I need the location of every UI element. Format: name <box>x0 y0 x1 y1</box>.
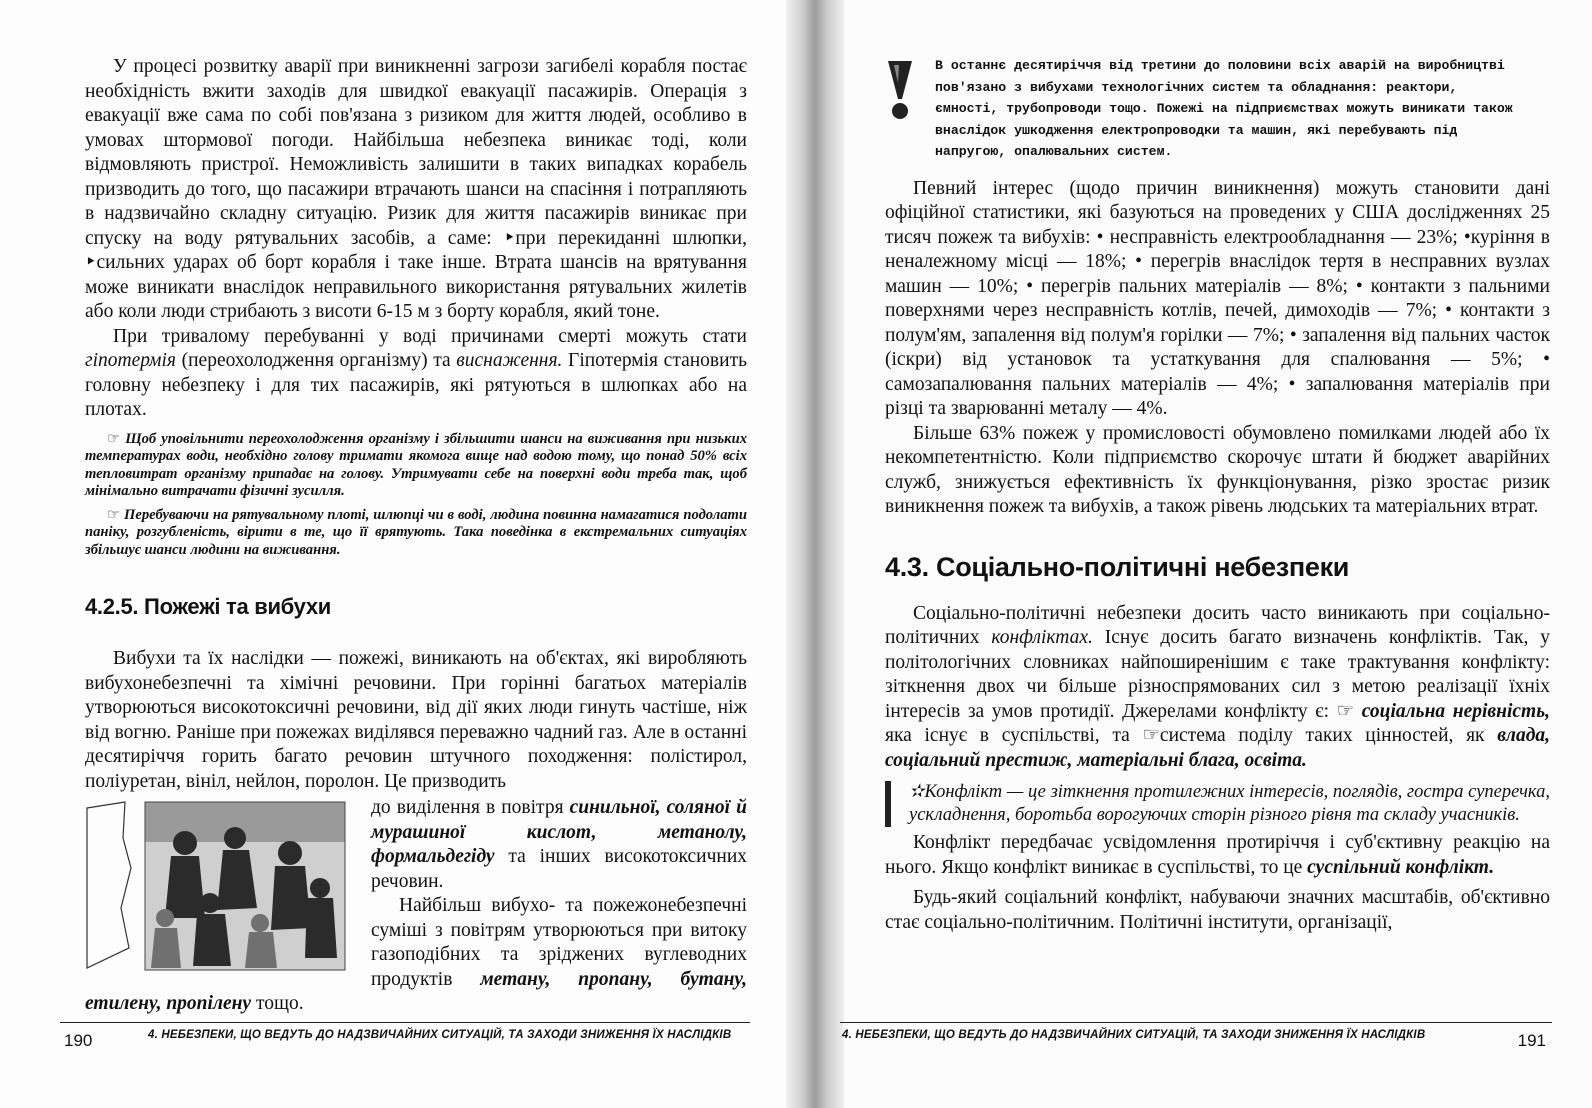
text-run: до виділення в повітря <box>371 797 570 818</box>
text-run: (переохолодження організму) та <box>175 350 457 371</box>
text-run: Існує досить багато визначень конфліктів. Так, у політологічних словниках найпоширенішим є таке трактування конфлікту: зіткнення двох чи більше різноспрямованих сил з метою реалізації їхніх інтересів за умов протидії. Джерелами конфлікту є: ☞ <box>885 627 1550 722</box>
conflict-definition-box <box>885 781 1550 827</box>
text-run: Гіпотермія становить головну небезпеку і для тих пасажирів, які рятуються в шлюпках або на плотах. <box>85 350 747 420</box>
text-run: Найбільш вибухо- та пожежонебезпечні суміші з повітрям утворюються при витоку газоподібних та зріджених вуглеводних продуктів <box>371 895 747 990</box>
right-text-column <box>885 55 1550 935</box>
text-run: При тривалому перебуванні у воді причинами смерті можуть стати <box>113 325 747 347</box>
paragraph-evacuation: У процесі розвитку аварії при виникненні загрози загибелі корабля постає необхідність вжити заходів для швидкої евакуації пасажирів. Операція з евакуації вже сама по собі пов'язана з ризиком для життя людей, особливо в умовах штормової погоди. Найбільша небезпека виникає тоді, коли відмовляють пристрої. Неможливість залишити в таких випадках корабель призводить до того, що пасажири втрачають шанси на спасіння і потрапляють в надзвичайно складну ситуацію. Ризик для життя пасажирів виникає при спуску на воду рятувальних засобів, а саме: ‣при перекиданні шлюпки, ‣сильних ударах об борт корабля і таке інше. Втрата шансів на врятування може виникати внаслідок неправильного використання рятувальних жилетів або коли люди стрибають з висоти 6-15 м з борту корабля, який тоне. <box>85 56 747 322</box>
paragraph-industry-fires: Більше 63% пожеж у промисловості обумовлено помилками людей або їх некомпетентністю. Коли підприємство скорочує штати й бюджет аварійних служб, знижується ефективність їх функціонування, різко зростає ризик виникнення пожеж та вибухів, а також рівень людських та матеріальних втрат. <box>885 422 1550 517</box>
paragraph-conflict-awareness <box>885 831 1550 880</box>
term-hypothermia: гіпотермія <box>85 350 176 371</box>
left-footer <box>60 1022 750 1053</box>
pointing-hand-icon: ☞ <box>107 506 121 523</box>
term-social-conflict: суспільний конфлікт. <box>1307 856 1495 878</box>
conflict-definition: ✫Конфлікт — це зіткнення протилежних інтересів, поглядів, гостра суперечка, ускладнення, боротьба ворогуючих сторін різного рівня та складу учасників. <box>909 782 1550 825</box>
paragraph-any-conflict: Будь-який соціальний конфлікт, набуваючи значних масштабів, об'єктивно стає соціально-політичним. Політичні інститути, організації, <box>885 887 1550 933</box>
warning-note <box>885 55 1550 163</box>
note-text: Щоб уповільнити переохолодження організму і збільшити шанси на виживання при низьких температурах води, необхідно голову тримати якомога вище над водою тому, що понад 50% всіх тепловитрат організму припадає на голову. Утримувати себе на поверхні води треба так, щоб мінімально витрачати фізичні зусилля. <box>85 430 747 499</box>
term-values-list: влада, соціальний престиж, матеріальні блага, освіта. <box>885 725 1550 771</box>
term-hydrocarbons-list: метану, пропану, бутану, етилену, пропілену <box>85 968 747 1014</box>
term-exhaustion: виснаження. <box>456 350 563 371</box>
text-run: та інших високотоксичних речовин. <box>371 846 747 892</box>
paragraph-statistics: Певний інтерес (щодо причин виникнення) можуть становити дані офіційної статистики, які базуються на проведених у США дослідженнях 25 тисяч пожеж та вибухів: • несправність електрообладнання — 23%; •куріння в неналежному місці — 18%; • перегрів внаслідок тертя в несправних вузлах машин — 10%; • перегрів пальних матеріалів — 8%; • контакти з пальними поверхнями через несправність котлів, печей, димоходів — 7%; • контакти з полум'ям, запалення від полум'я горілки — 7%; • запалення від пальних часток (іскри) від установок та устаткування для спалювання — 5%; • самозапалювання пальних матеріалів — 4%; • запалювання матеріалів при різці та зварюванні металу — 4%. <box>885 177 1550 419</box>
paragraph-explosions: Вибухи та їх наслідки — пожежі, виникають на об'єктах, які виробляють вибухонебезпечні та хімічні речовини. При горінні багатьох матеріалів утворюються високотоксичні речовини, від дії яких люди гинуть частіше, ніж від вогню. Раніше при пожежах виділявся переважно чадний газ. Але в останні десятиріччя горить багато речовин штучного походження: полістирол, поліуретан, вініл, нейлон, поролон. Це призводить <box>85 648 747 792</box>
paragraph-hypothermia <box>85 325 747 423</box>
pointing-hand-icon: ☞ <box>107 430 121 447</box>
exclamation-icon <box>885 59 915 126</box>
text-run: яка існує в суспільстві, та ☞система поділу таких цінностей, як <box>885 725 1498 746</box>
page-number: 191 <box>1517 1031 1546 1050</box>
illustration-svg <box>85 798 357 973</box>
term-acids-list: синильної, соляної й мурашиної кислот, метанолу, формальдегіду <box>371 797 747 867</box>
paragraph-conflicts <box>885 602 1550 774</box>
term-social-inequality: соціальна нерівність, <box>1361 700 1550 722</box>
warning-text: В останнє десятиріччя від третини до половини всіх аварій на виробництві пов'язано з вибухами технологічних систем та обладнання: реактори, ємності, трубопроводи тощо. Пожежі на підприємствах можуть виникати також внаслідок ушкодження електропроводки та машин, які перебувають під напругою, опалювальних систем. <box>935 58 1513 159</box>
fleeing-people-illustration <box>85 798 357 973</box>
section-heading-social-political: 4.3. Соціально-політичні небезпеки <box>885 551 1350 582</box>
page-number: 190 <box>64 1031 93 1050</box>
left-text-column <box>85 55 747 1017</box>
running-title: 4. НЕБЕЗПЕКИ, ЩО ВЕДУТЬ ДО НАДЗВИЧАЙНИХ СИТУАЦІЙ, ТА ЗАХОДИ ЗНИЖЕННЯ ЇХ НАСЛІДКІВ <box>842 1029 1426 1041</box>
right-footer <box>840 1022 1552 1053</box>
note-text: Перебуваючи на рятувальному плоті, шлюпці чи в воді, людина повинна намагатися подолати паніку, розгубленість, вірити в те, що її врятують. Така поведінка в екстремальних ситуаціях збільшує шанси людини на виживання. <box>85 506 747 558</box>
note-raft-panic <box>85 507 747 560</box>
note-survival-cold <box>85 431 747 501</box>
running-title: 4. НЕБЕЗПЕКИ, ЩО ВЕДУТЬ ДО НАДЗВИЧАЙНИХ СИТУАЦІЙ, ТА ЗАХОДИ ЗНИЖЕННЯ ЇХ НАСЛІДКІВ <box>148 1029 732 1041</box>
text-run: Конфлікт передбачає усвідомлення протиріччя і суб'єктивну реакцію на нього. Якщо конфлікт виникає в суспільстві, то це <box>885 832 1550 878</box>
text-run: Соціально-політичні небезпеки досить часто виникають при соціально-політичних <box>885 602 1550 648</box>
term-conflicts: конфліктах. <box>991 627 1093 648</box>
text-run: тощо. <box>251 993 304 1014</box>
book-gutter <box>786 0 844 1108</box>
section-heading-fires-explosions: 4.2.5. Пожежі та вибухи <box>85 594 332 619</box>
